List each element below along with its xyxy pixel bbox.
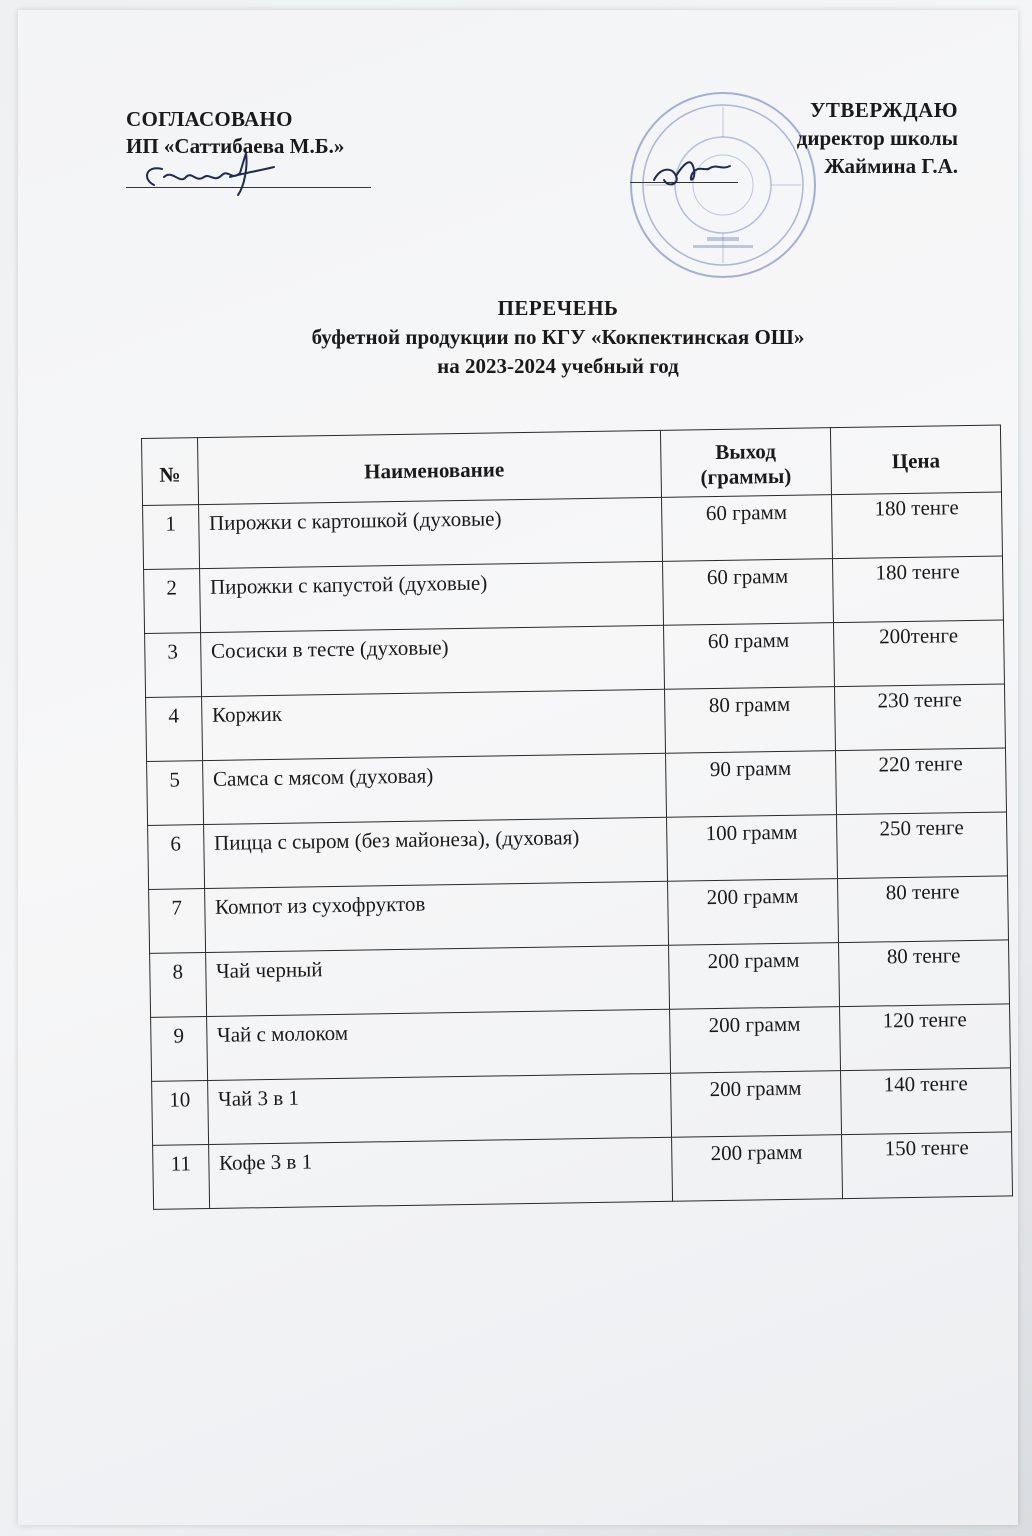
row-price: 80 тенге	[837, 876, 1008, 943]
row-output: 60 грамм	[661, 495, 832, 562]
row-name: Коржик	[201, 689, 665, 760]
row-name: Сосиски в тесте (духовые)	[200, 625, 664, 696]
header-output-line2: (граммы)	[700, 463, 792, 490]
approval-right-position: директор школы	[796, 126, 958, 150]
signature-left-icon	[134, 147, 284, 202]
row-price: 150 тенге	[841, 1132, 1012, 1199]
document-period: на 2023-2024 учебный год	[437, 354, 679, 378]
row-name: Чай черный	[205, 945, 669, 1016]
row-num: 3	[145, 633, 202, 698]
product-table	[141, 424, 1013, 1209]
approval-right-block	[698, 98, 958, 179]
row-num: 2	[144, 569, 201, 634]
row-name: Кофе 3 в 1	[208, 1137, 672, 1208]
header-output	[660, 428, 831, 498]
row-price: 120 тенге	[839, 1004, 1010, 1071]
header-num: №	[142, 438, 199, 506]
header-name: Наименование	[197, 430, 661, 504]
row-price: 230 тенге	[834, 684, 1005, 751]
row-num: 7	[149, 889, 206, 954]
row-price: 180 тенге	[832, 556, 1003, 623]
row-output: 80 грамм	[664, 687, 835, 754]
row-output: 60 грамм	[663, 623, 834, 690]
row-price: 80 тенге	[838, 940, 1009, 1007]
signature-right-icon	[646, 150, 736, 195]
approval-left-name: ИП «Саттибаева М.Б.»	[126, 134, 345, 158]
approval-left-heading: СОГЛАСОВАНО	[126, 107, 293, 131]
approval-right-name: Жаймина Г.А.	[824, 154, 958, 178]
row-output: 200 грамм	[671, 1135, 842, 1202]
row-name: Пицца с сыром (без майонеза), (духовая)	[203, 817, 667, 888]
approval-right-heading: УТВЕРЖДАЮ	[809, 98, 958, 122]
table-row	[153, 1132, 1013, 1209]
header-output-line1: Выход	[715, 439, 777, 464]
row-num: 8	[150, 953, 207, 1018]
row-num: 1	[143, 505, 200, 570]
row-output: 200 грамм	[669, 1007, 840, 1074]
row-output: 200 грамм	[667, 879, 838, 946]
row-name: Чай 3 в 1	[207, 1073, 671, 1144]
row-price: 250 тенге	[836, 812, 1007, 879]
document-subtitle: буфетной продукции по КГУ «Кокпектинская ОШ»	[311, 325, 805, 349]
row-num: 10	[152, 1081, 209, 1146]
row-output: 200 грамм	[668, 943, 839, 1010]
document-sheet	[18, 10, 1018, 1525]
row-name: Пирожки с капустой (духовые)	[199, 561, 663, 632]
row-name: Пирожки с картошкой (духовые)	[198, 497, 662, 568]
row-output: 200 грамм	[670, 1071, 841, 1138]
approval-left-block	[126, 107, 406, 159]
row-name: Чай с молоком	[206, 1009, 670, 1080]
row-num: 9	[151, 1017, 208, 1082]
row-name: Самса с мясом (духовая)	[202, 753, 666, 824]
row-num: 11	[153, 1145, 210, 1210]
document-title-block	[218, 296, 898, 379]
row-name: Компот из сухофруктов	[204, 881, 668, 952]
row-num: 4	[146, 697, 203, 762]
row-output: 100 грамм	[666, 815, 837, 882]
row-output: 90 грамм	[665, 751, 836, 818]
header-price: Цена	[830, 425, 1001, 495]
document-title: ПЕРЕЧЕНЬ	[497, 296, 619, 320]
row-num: 5	[147, 761, 204, 826]
product-table-wrapper	[141, 424, 1032, 1210]
row-output: 60 грамм	[662, 559, 833, 626]
row-price: 200тенге	[833, 620, 1004, 687]
row-price: 220 тенге	[835, 748, 1006, 815]
row-price: 180 тенге	[831, 492, 1002, 559]
row-num: 6	[148, 825, 205, 890]
row-price: 140 тенге	[840, 1068, 1011, 1135]
